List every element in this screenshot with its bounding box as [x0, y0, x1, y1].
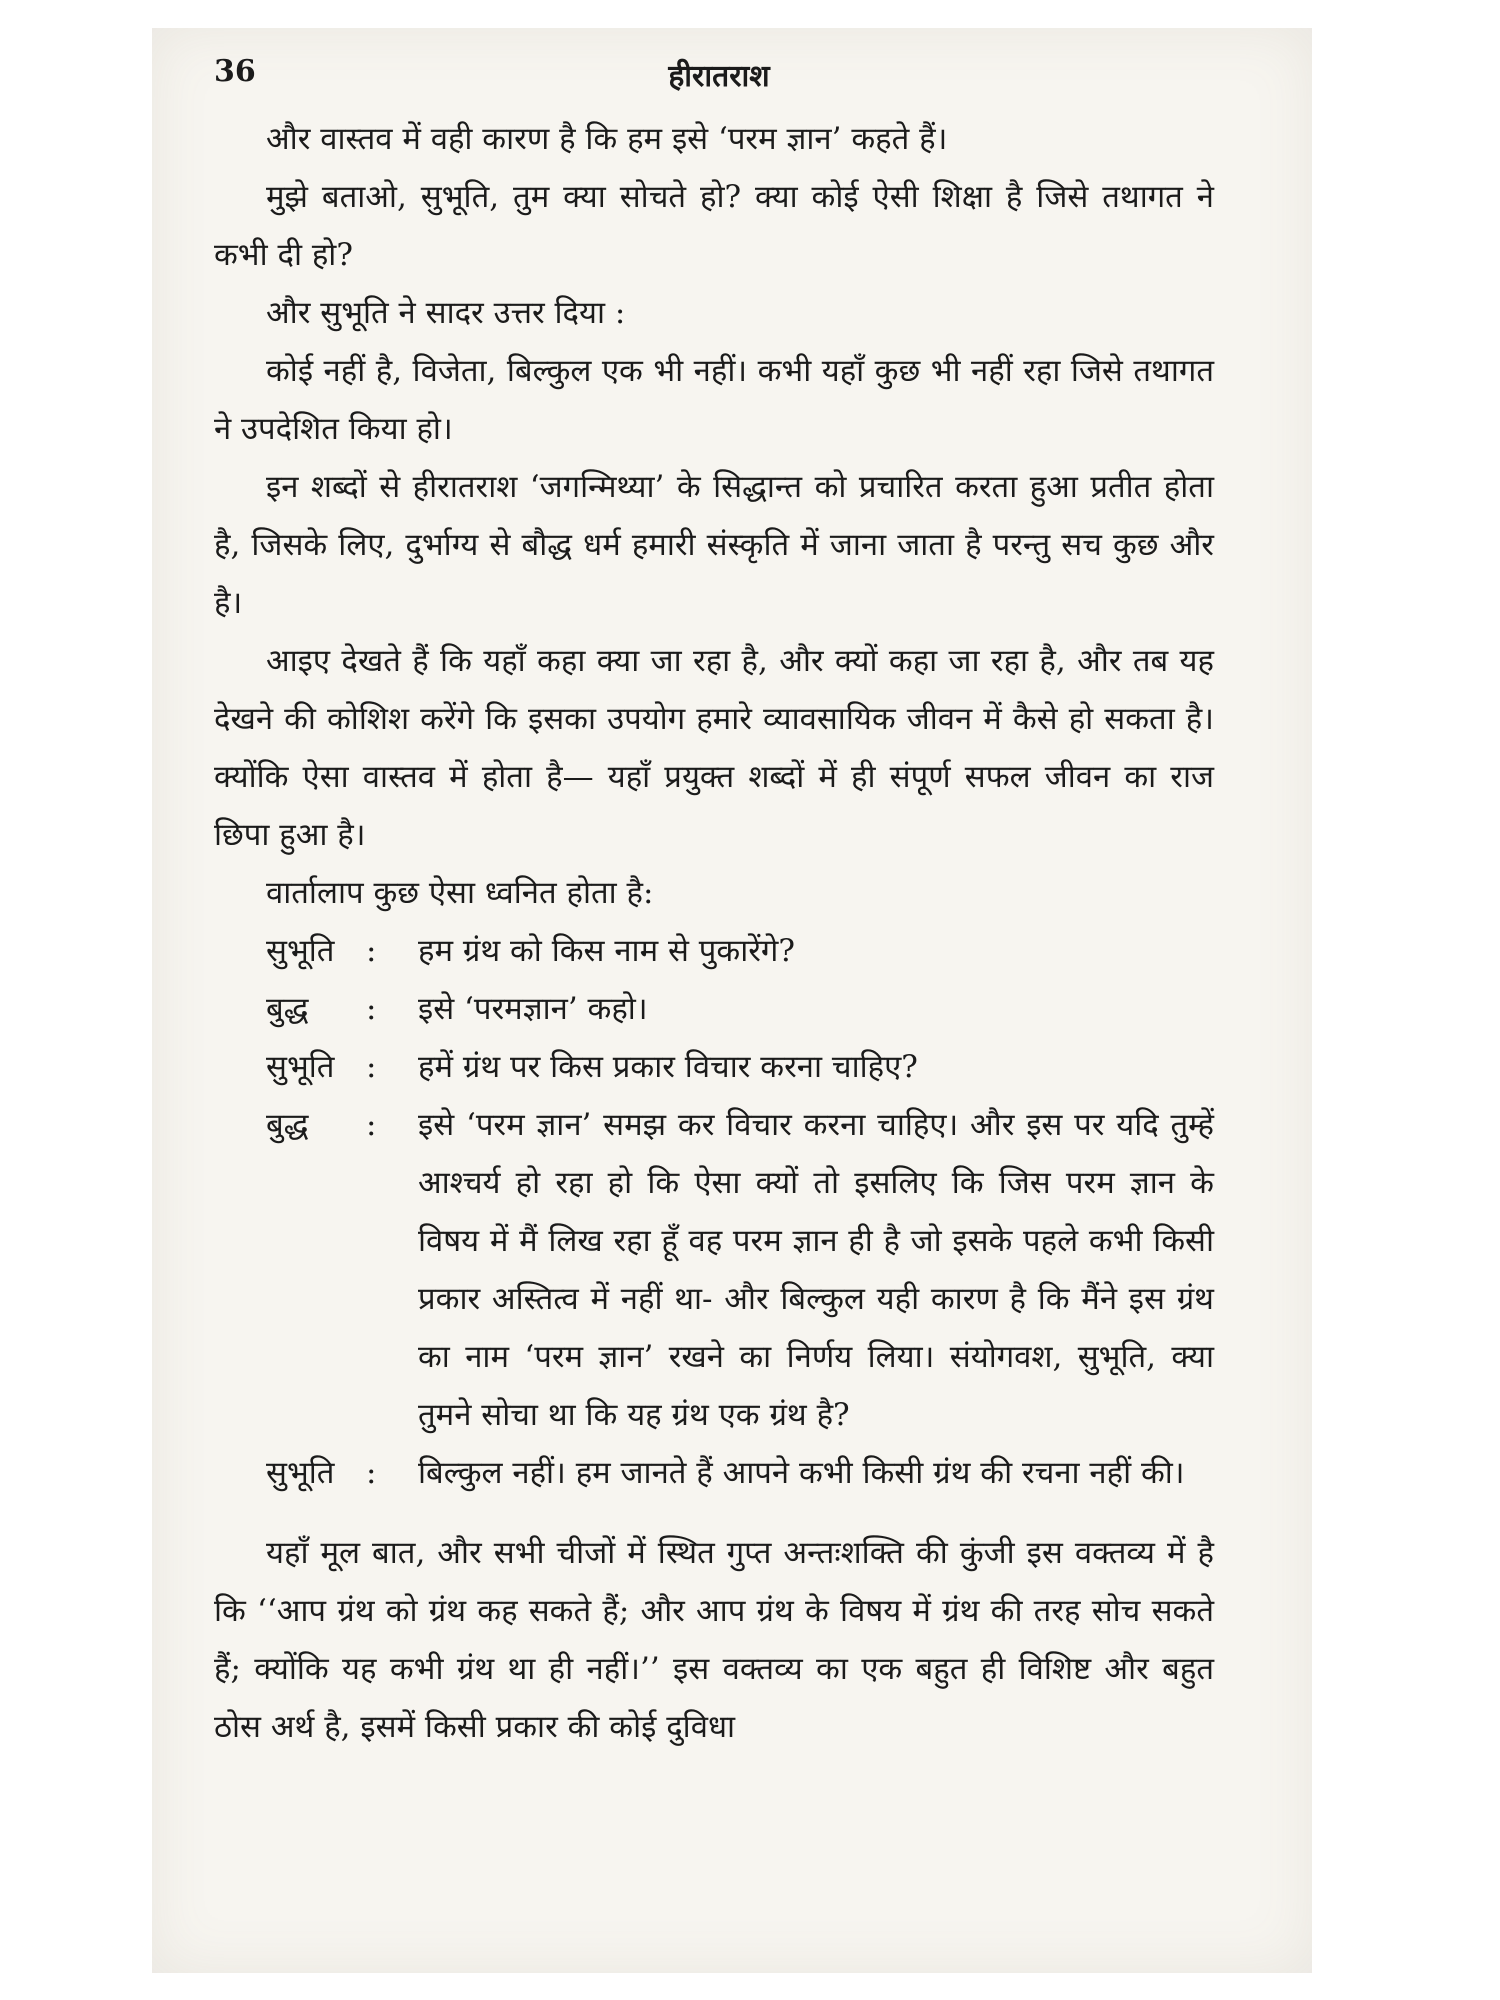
dialogue-turn: [214, 1038, 1214, 1096]
dialogue-text: इसे ‘परम ज्ञान’ समझ कर विचार करना चाहिए। और इस पर यदि तुम्हें आश्चर्य हो रहा हो कि ऐसा क्यों तो इसलिए कि जिस परम ज्ञान के विषय में मैं लिख रहा हूँ वह परम ज्ञान ही है जो इसके पहले कभी किसी प्रकार अस्तित्व में नहीं था- और बिल्कुल यही कारण है कि मैंने इस ग्रंथ का नाम ‘परम ज्ञान’ रखने का निर्णय लिया। संयोगवश, सुभूति, क्या तुमने सोचा था कि यह ग्रंथ एक ग्रंथ है?: [418, 1107, 1214, 1433]
paragraph-6: आइए देखते हैं कि यहाँ कहा क्या जा रहा है, और क्यों कहा जा रहा है, और तब यह देखने की कोशिश करेंगे कि इसका उपयोग हमारे व्यावसायिक जीवन में कैसे हो सकता है। क्योंकि ऐसा वास्तव में होता है— यहाँ प्रयुक्त शब्दों में ही संपूर्ण सफल जीवन का राज छिपा हुआ है।: [214, 643, 1214, 853]
dialogue-speaker: बुद्ध: [266, 991, 309, 1027]
dialogue-speaker: सुभूति: [266, 933, 335, 969]
dialogue-intro: वार्तालाप कुछ ऐसा ध्वनित होता है:: [266, 875, 654, 911]
dialogue-separator: :: [366, 1049, 377, 1085]
dialogue-turn: [214, 1096, 1214, 1444]
dialogue: [214, 922, 1214, 1502]
paragraph-5: इन शब्दों से हीरातराश ‘जगन्मिथ्या’ के सिद्धान्त को प्रचारित करता हुआ प्रतीत होता है, जिसके लिए, दुर्भाग्य से बौद्ध धर्म हमारी संस्कृति में जाना जाता है परन्तु सच कुछ और है।: [214, 469, 1214, 621]
running-title: हीरातराश: [668, 59, 770, 94]
paragraph-7: यहाँ मूल बात, और सभी चीजों में स्थित गुप्त अन्तःशक्ति की कुंजी इस वक्तव्य में है कि ‘‘आप ग्रंथ को ग्रंथ कह सकते हैं; और आप ग्रंथ के विषय में ग्रंथ की तरह सोच सकते हैं; क्योंकि यह कभी ग्रंथ था ही नहीं।’’ इस वक्तव्य का एक बहुत ही विशिष्ट और बहुत ठोस अर्थ है, इसमें किसी प्रकार की कोई दुविधा: [214, 1535, 1214, 1745]
dialogue-text: इसे ‘परमज्ञान’ कहो।: [418, 991, 648, 1027]
dialogue-speaker: सुभूति: [266, 1049, 335, 1085]
dialogue-turn: [214, 980, 1214, 1038]
paragraph-2: मुझे बताओ, सुभूति, तुम क्या सोचते हो? क्या कोई ऐसी शिक्षा है जिसे तथागत ने कभी दी हो?: [214, 179, 1214, 273]
dialogue-speaker: बुद्ध: [266, 1107, 309, 1143]
paragraph-4: कोई नहीं है, विजेता, बिल्कुल एक भी नहीं। कभी यहाँ कुछ भी नहीं रहा जिसे तथागत ने उपदेशित किया हो।: [214, 353, 1214, 447]
dialogue-turn: [214, 1444, 1214, 1502]
dialogue-separator: :: [366, 991, 377, 1027]
page-header: [214, 54, 1264, 104]
dialogue-turn: [214, 922, 1214, 980]
dialogue-separator: :: [366, 933, 377, 969]
dialogue-separator: :: [366, 1455, 377, 1491]
dialogue-separator: :: [366, 1107, 377, 1143]
spacer: [214, 1502, 1214, 1524]
dialogue-speaker: सुभूति: [266, 1455, 335, 1491]
page-number: 36: [214, 54, 256, 89]
book-page: [152, 28, 1312, 1973]
page-body: [214, 110, 1214, 1756]
paragraph-1: और वास्तव में वही कारण है कि हम इसे ‘परम ज्ञान’ कहते हैं।: [266, 121, 948, 157]
dialogue-text: बिल्कुल नहीं। हम जानते हैं आपने कभी किसी ग्रंथ की रचना नहीं की।: [418, 1455, 1185, 1491]
dialogue-text: हमें ग्रंथ पर किस प्रकार विचार करना चाहिए?: [418, 1049, 918, 1085]
dialogue-text: हम ग्रंथ को किस नाम से पुकारेंगे?: [418, 933, 795, 969]
paragraph-3: और सुभूति ने सादर उत्तर दिया :: [266, 295, 626, 331]
